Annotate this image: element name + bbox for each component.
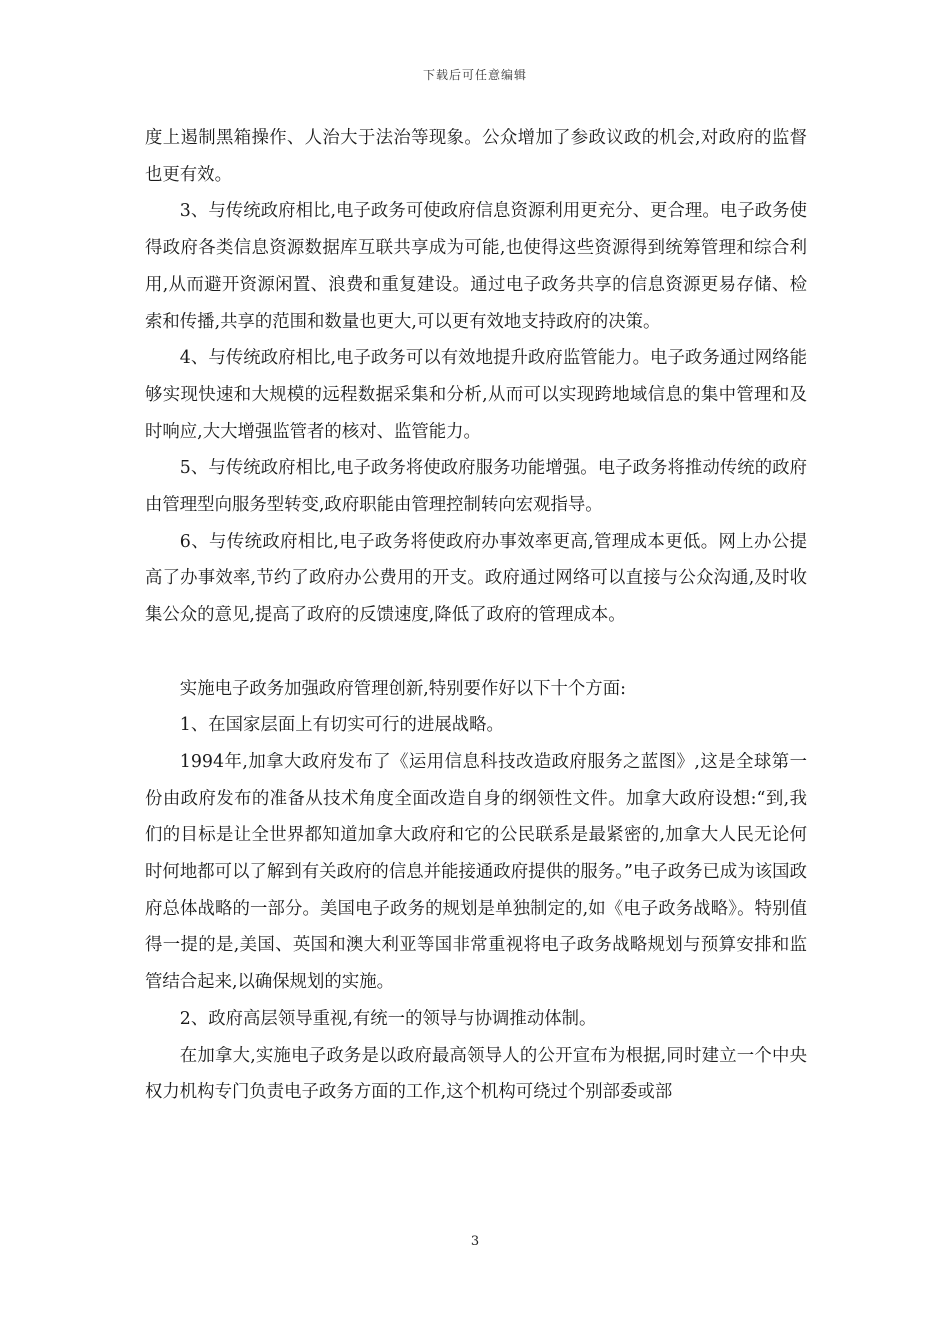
paragraph-point-3: 3、与传统政府相比,电子政务可使政府信息资源利用更充分、更合理。电子政务使得政府各类信息资源数据库互联共享成为可能,也使得这些资源得到统筹管理和综合利用,从而避开资源闲置、浪费和重复建设。通过电子政务共享的信息资源更易存储、检索和传播,共享的范围和数量也更大,可以更有效地支持政府的决策。 [145,201,807,332]
paragraph-continuation: 度上遏制黑箱操作、人治大于法治等现象。公众增加了参政议政的机会,对政府的监督也更有效。 [145,128,807,185]
paragraph-point-6: 6、与传统政府相比,电子政务将使政府办事效率更高,管理成本更低。网上办公提高了办事效率,节约了政府办公费用的开支。政府通过网络可以直接与公众沟通,及时收集公众的意见,提高了政府的反馈速度,降低了政府的管理成本。 [145,531,807,626]
item-heading-1: 1、在国家层面上有切实可行的进展战略。 [179,715,504,736]
paragraph-point-5: 5、与传统政府相比,电子政务将使政府服务功能增强。电子政务将推动传统的政府由管理型向服务型转变,政府职能由管理控制转向宏观指导。 [145,458,807,516]
section-spacer [145,634,807,671]
paragraph-point-4: 4、与传统政府相比,电子政务可以有效地提升政府监管能力。电子政务通过网络能够实现快速和大规模的远程数据采集和分析,从而可以实现跨地域信息的集中管理和及时响应,大大增强监管者的核对、监管能力。 [145,348,807,442]
page-header: 下载后可任意编辑 [422,68,527,82]
paragraph-canada-leadership: 在加拿大,实施电子政务是以政府最高领导人的公开宣布为根据,同时建立一个中央权力机构专门负责电子政务方面的工作,这个机构可绕过个别部委或部 [145,1045,807,1103]
paragraph-canada-strategy: 1994年,加拿大政府发布了《运用信息科技改造政府服务之蓝图》,这是全球第一份由政府发布的准备从技术角度全面改造自身的纲领性文件。加拿大政府设想:“到,我们的目标是让全世界都知道加拿大政府和它的公民联系是最紧密的,加拿大人民无论何时何地都可以了解到有关政府的信息并能接通政府提供的服务。”电子政务已成为该国政府总体战略的一部分。美国电子政务的规划是单独制定的,如《电子政务战略》。特别值得一提的是,美国、英国和澳大利亚等国非常重视将电子政务战略规划与预算安排和监管结合起来,以确保规划的实施。 [145,751,807,993]
document-body [145,120,807,1111]
item-heading-2: 2、政府高层领导重视,有统一的领导与协调推动体制。 [179,1008,597,1029]
section-intro: 实施电子政务加强政府管理创新,特别要作好以下十个方面: [179,678,626,699]
page-number: 3 [470,1234,480,1249]
